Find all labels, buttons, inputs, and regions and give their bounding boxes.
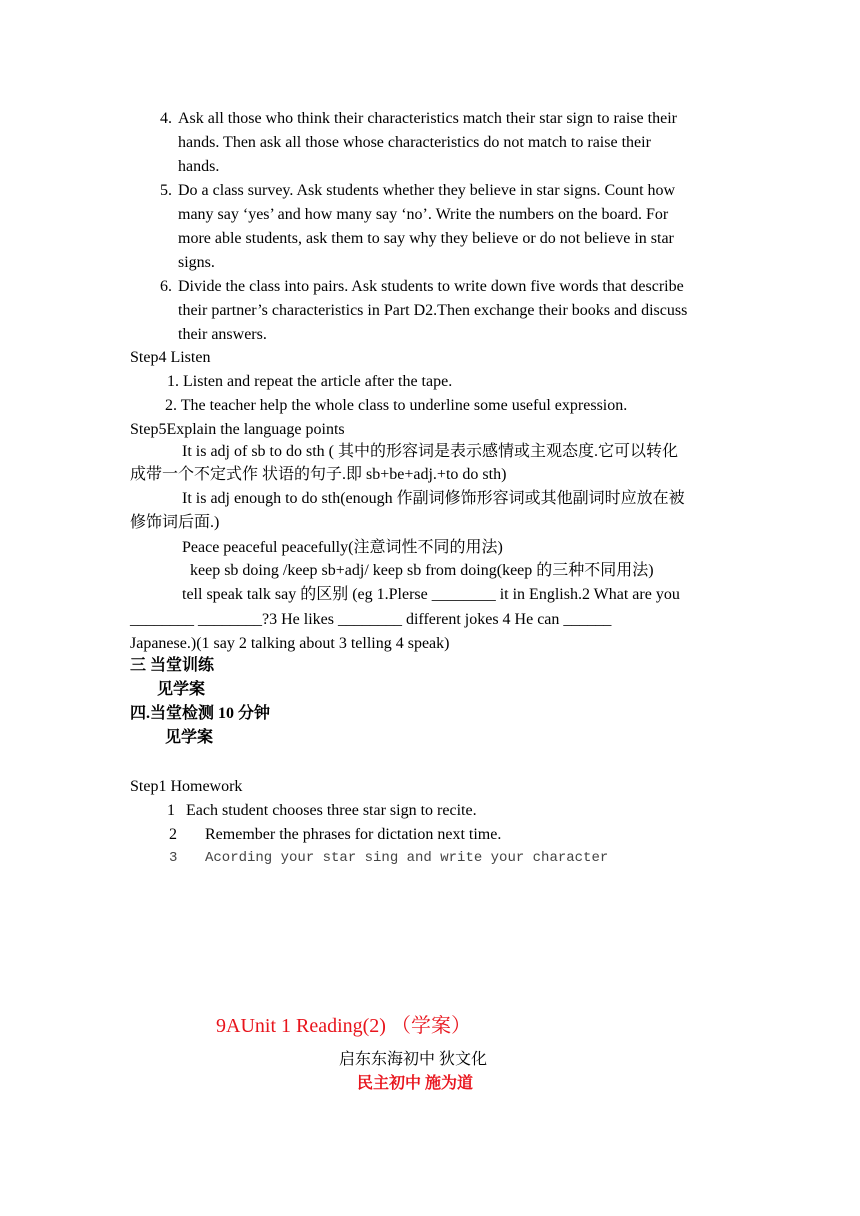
text-line: It is adj of sb to do sth ( 其中的形容词是表示感情或主观态度.它可以转化 [182,443,678,460]
step4-heading: Step4 Listen [130,349,211,366]
text-line: tell speak talk say 的区别 (eg 1.Plerse ________ it in English.2 What are you [182,586,680,603]
section-sub: 见学案 [165,729,214,746]
text-line: more able students, ask them to say why they believe or do not believe in star [178,230,674,247]
text-line: 成带一个不定式作 状语的句子.即 sb+be+adj.+to do sth) [130,466,507,483]
text-line: hands. Then ask all those whose characteristics do not match to raise their [178,134,651,151]
section-heading: 三 当堂训练 [130,657,215,674]
list-item: 1. Listen and repeat the article after the tape. [167,373,453,390]
homework-item: Each student chooses three star sign to recite. [186,802,477,819]
step-number: 5. [160,182,172,199]
text-line: their partner’s characteristics in Part D2.Then exchange their books and discuss [178,302,688,319]
homework-num: 1 [167,802,175,819]
text-line: signs. [178,254,215,271]
step-number: 4. [160,110,172,127]
text-line: keep sb doing /keep sb+adj/ keep sb from doing(keep 的三种不同用法) [190,562,654,579]
list-item: 2. The teacher help the whole class to underline some useful expression. [165,397,628,414]
text-line: Ask all those who think their characteristics match their star sign to raise their [178,110,677,127]
text-line: many say ‘yes’ and how many say ‘no’. Write the numbers on the board. For [178,206,669,223]
homework-heading: Step1 Homework [130,778,243,795]
text-line: hands. [178,158,220,175]
text-line: It is adj enough to do sth(enough 作副词修饰形容词或其他副词时应放在被 [182,490,685,507]
step5-heading: Step5Explain the language points [130,421,345,438]
text-line: 修饰词后面.) [130,514,220,531]
text-line: their answers. [178,326,267,343]
section-sub: 见学案 [157,681,206,698]
step-number: 6. [160,278,172,295]
author-line-2: 民主初中 施为道 [357,1075,474,1092]
homework-num: 3 [169,850,178,866]
document-title: 9AUnit 1 Reading(2) （学案） [216,1015,471,1037]
text-line: Japanese.)(1 say 2 talking about 3 telling 4 speak) [130,635,450,652]
homework-item: Acording your star sing and write your character [205,850,609,866]
section-heading: 四.当堂检测 10 分钟 [130,705,271,722]
text-line: Do a class survey. Ask students whether they believe in star signs. Count how [178,182,676,199]
homework-num: 2 [169,826,177,843]
text-line: ________ ________?3 He likes ________ different jokes 4 He can ______ [130,611,612,628]
homework-item: Remember the phrases for dictation next time. [205,826,502,843]
author-line: 启东东海初中 狄文化 [339,1051,488,1068]
text-line: Divide the class into pairs. Ask students to write down five words that describe [178,278,684,295]
text-line: Peace peaceful peacefully(注意词性不同的用法) [182,539,503,556]
